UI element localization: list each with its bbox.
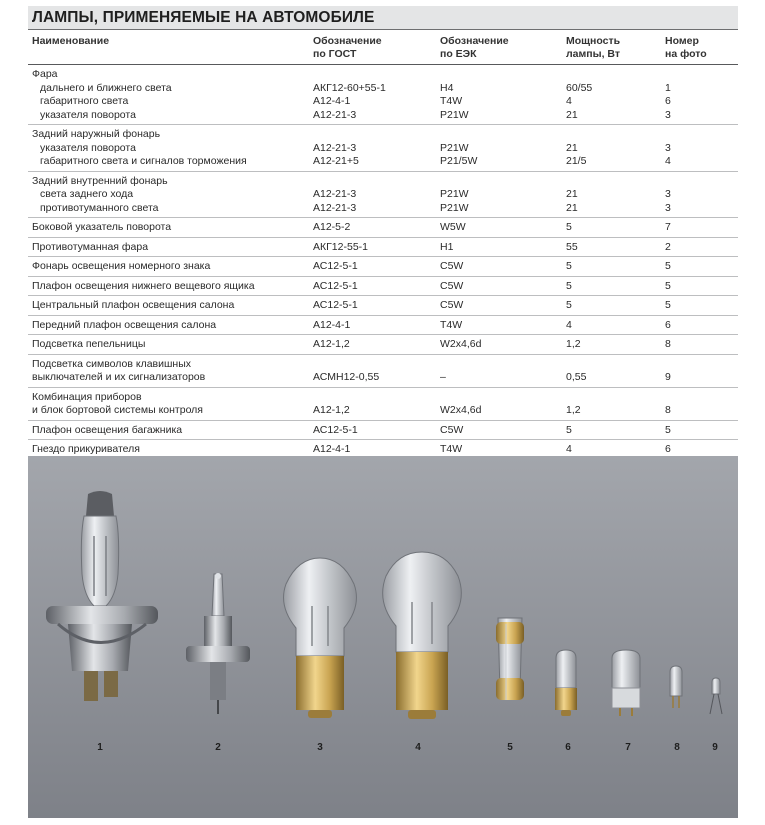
photo-label-9: 9	[712, 742, 718, 753]
cell-power: 21/5	[566, 155, 587, 167]
cell-name: света заднего хода	[40, 188, 134, 200]
cell-eek: W5W	[440, 221, 466, 233]
table-row-group	[28, 277, 738, 297]
table-row	[28, 391, 738, 405]
cell-eek: H1	[440, 240, 454, 253]
cell-gost: А12-5-2	[313, 221, 351, 233]
photo-label-5: 5	[507, 742, 513, 753]
cell-power: 1,2	[566, 404, 581, 416]
cell-power: 1,2	[566, 338, 581, 350]
cell-gost: АС12-5-1	[313, 279, 358, 292]
table-row	[28, 202, 738, 216]
photo-label-7: 7	[625, 742, 631, 753]
cell-eek: P21/5W	[440, 155, 478, 167]
table-row	[28, 95, 738, 109]
cell-name: дальнего и ближнего света	[40, 81, 172, 94]
lamps-photo	[28, 456, 738, 818]
cell-photo-number: 7	[665, 221, 671, 233]
cell-gost: А12-4-1	[313, 95, 351, 107]
table-header	[28, 32, 738, 65]
cell-photo-number: 4	[665, 155, 671, 167]
photo-label-4: 4	[415, 742, 421, 753]
table-row	[28, 443, 738, 457]
table-row	[28, 128, 738, 142]
cell-power: 4	[566, 95, 572, 107]
table-row-group	[28, 421, 738, 441]
cell-gost: А12-21-3	[313, 201, 357, 214]
photo-label-1: 1	[97, 742, 103, 753]
cell-name: Противотуманная фара	[32, 240, 149, 253]
page-title: ЛАМПЫ, ПРИМЕНЯЕМЫЕ НА АВТОМОБИЛЕ	[28, 6, 738, 30]
cell-photo-number: 9	[665, 371, 671, 383]
photo-label-3: 3	[317, 742, 323, 753]
cell-name: Подсветка пепельницы	[32, 338, 146, 350]
cell-name: и блок бортовой системы контроля	[32, 404, 203, 416]
cell-name: габаритного света и сигналов торможения	[40, 155, 247, 167]
cell-name: габаритного света	[40, 95, 129, 107]
cell-name: Задний наружный фонарь	[32, 128, 161, 140]
cell-eek: P21W	[440, 141, 469, 154]
cell-gost: АС12-5-1	[313, 260, 358, 272]
cell-power: 5	[566, 279, 572, 292]
header-eek: Обозначение по ЕЭК	[440, 35, 509, 60]
table-row	[28, 404, 738, 418]
cell-eek: C5W	[440, 260, 464, 272]
cell-name: выключателей и их сигнализаторов	[32, 371, 206, 383]
cell-photo-number: 2	[665, 240, 671, 253]
photo-label-6: 6	[565, 742, 571, 753]
table-row	[28, 155, 738, 169]
cell-name: Плафон освещения багажника	[32, 423, 183, 436]
cell-name: противотуманного света	[40, 201, 159, 214]
cell-gost: АС12-5-1	[313, 299, 358, 311]
cell-eek: W2x4,6d	[440, 404, 482, 416]
cell-power: 0,55	[566, 371, 587, 383]
table-row	[28, 371, 738, 385]
table-row	[28, 299, 738, 313]
cell-gost: А12-21+5	[313, 155, 359, 167]
lamps-photo-illustration	[28, 456, 738, 818]
table-row	[28, 338, 738, 352]
cell-photo-number: 8	[665, 338, 671, 350]
bulb-5-c5w	[496, 618, 524, 700]
cell-gost: А12-4-1	[313, 318, 351, 331]
cell-gost: АСМН12-0,55	[313, 371, 380, 383]
cell-photo-number: 8	[665, 404, 671, 416]
cell-photo-number: 3	[665, 188, 671, 200]
bulb-6-t4w	[555, 650, 577, 716]
table-row-group	[28, 335, 738, 355]
cell-photo-number: 1	[665, 81, 671, 94]
cell-power: 21	[566, 141, 578, 154]
photo-label-8: 8	[674, 742, 680, 753]
cell-name: Задний внутренний фонарь	[32, 174, 168, 187]
table-row	[28, 241, 738, 255]
table-row-group	[28, 125, 738, 172]
cell-power: 4	[566, 443, 572, 455]
cell-power: 21	[566, 201, 578, 214]
bulb-7-w5w	[612, 650, 640, 716]
cell-photo-number: 5	[665, 299, 671, 311]
cell-eek: C5W	[440, 299, 464, 311]
cell-gost: АС12-5-1	[313, 423, 358, 436]
table-row	[28, 260, 738, 274]
table-row	[28, 221, 738, 235]
table-row-group	[28, 388, 738, 421]
cell-name: указателя поворота	[40, 108, 136, 121]
cell-gost: А12-21-3	[313, 108, 357, 121]
cell-gost: А12-1,2	[313, 338, 350, 350]
cell-eek: C5W	[440, 279, 464, 292]
cell-eek: T4W	[440, 443, 463, 455]
cell-photo-number: 3	[665, 108, 671, 121]
cell-power: 21	[566, 188, 578, 200]
cell-gost: А12-1,2	[313, 404, 350, 416]
cell-eek: P21W	[440, 108, 469, 121]
table-row-group	[28, 238, 738, 258]
cell-gost: АКГ12-55-1	[313, 240, 368, 253]
cell-photo-number: 5	[665, 423, 671, 436]
cell-eek: –	[440, 371, 446, 383]
cell-name: Гнездо прикуривателя	[32, 443, 140, 455]
cell-name: Центральный плафон освещения салона	[32, 299, 235, 311]
cell-power: 55	[566, 240, 578, 253]
cell-power: 60/55	[566, 81, 593, 94]
table-row	[28, 188, 738, 202]
table-row-group	[28, 65, 738, 125]
cell-power: 21	[566, 108, 578, 121]
table-row-group	[28, 257, 738, 277]
cell-name: указателя поворота	[40, 141, 136, 154]
table-row	[28, 424, 738, 438]
cell-eek: T4W	[440, 95, 463, 107]
cell-eek: T4W	[440, 318, 463, 331]
table-row-group	[28, 172, 738, 219]
cell-gost: А12-4-1	[313, 443, 351, 455]
table-row-group	[28, 218, 738, 238]
header-power: Мощность лампы, Вт	[566, 35, 621, 60]
cell-power: 5	[566, 423, 572, 436]
cell-eek: C5W	[440, 423, 464, 436]
photo-label-2: 2	[215, 742, 221, 753]
table-row-group	[28, 355, 738, 388]
table-row	[28, 358, 738, 372]
cell-name: Боковой указатель поворота	[32, 221, 172, 233]
cell-photo-number: 6	[665, 95, 671, 107]
lamps-table	[28, 32, 738, 460]
table-row	[28, 319, 738, 333]
cell-gost: А12-21-3	[313, 188, 357, 200]
header-photo-number: Номер на фото	[665, 35, 707, 60]
cell-power: 5	[566, 299, 572, 311]
table-row	[28, 142, 738, 156]
cell-eek: H4	[440, 81, 454, 94]
cell-photo-number: 6	[665, 443, 671, 455]
cell-eek: P21W	[440, 188, 469, 200]
table-row-group	[28, 316, 738, 336]
table-row	[28, 280, 738, 294]
cell-name: Фонарь освещения номерного знака	[32, 260, 211, 272]
cell-eek: P21W	[440, 201, 469, 214]
table-row	[28, 175, 738, 189]
cell-power: 5	[566, 221, 572, 233]
table-row	[28, 109, 738, 123]
cell-name: Передний плафон освещения салона	[32, 318, 217, 331]
cell-name: Фара	[32, 68, 58, 80]
cell-name: Комбинация приборов	[32, 390, 142, 403]
table-body	[28, 65, 738, 460]
table-row-group	[28, 296, 738, 316]
cell-power: 5	[566, 260, 572, 272]
header-gost: Обозначение по ГОСТ	[313, 35, 382, 60]
cell-photo-number: 6	[665, 318, 671, 331]
cell-photo-number: 3	[665, 201, 671, 214]
header-name: Наименование	[32, 35, 110, 47]
cell-photo-number: 5	[665, 260, 671, 272]
cell-gost: А12-21-3	[313, 141, 357, 154]
cell-name: Подсветка символов клавишных	[32, 357, 191, 370]
table-row	[28, 68, 738, 82]
cell-eek: W2x4,6d	[440, 338, 482, 350]
cell-photo-number: 5	[665, 279, 671, 292]
cell-gost: АКГ12-60+55-1	[313, 81, 386, 94]
cell-name: Плафон освещения нижнего вещевого ящика	[32, 279, 255, 292]
cell-photo-number: 3	[665, 141, 671, 154]
cell-power: 4	[566, 318, 572, 331]
table-row	[28, 82, 738, 96]
